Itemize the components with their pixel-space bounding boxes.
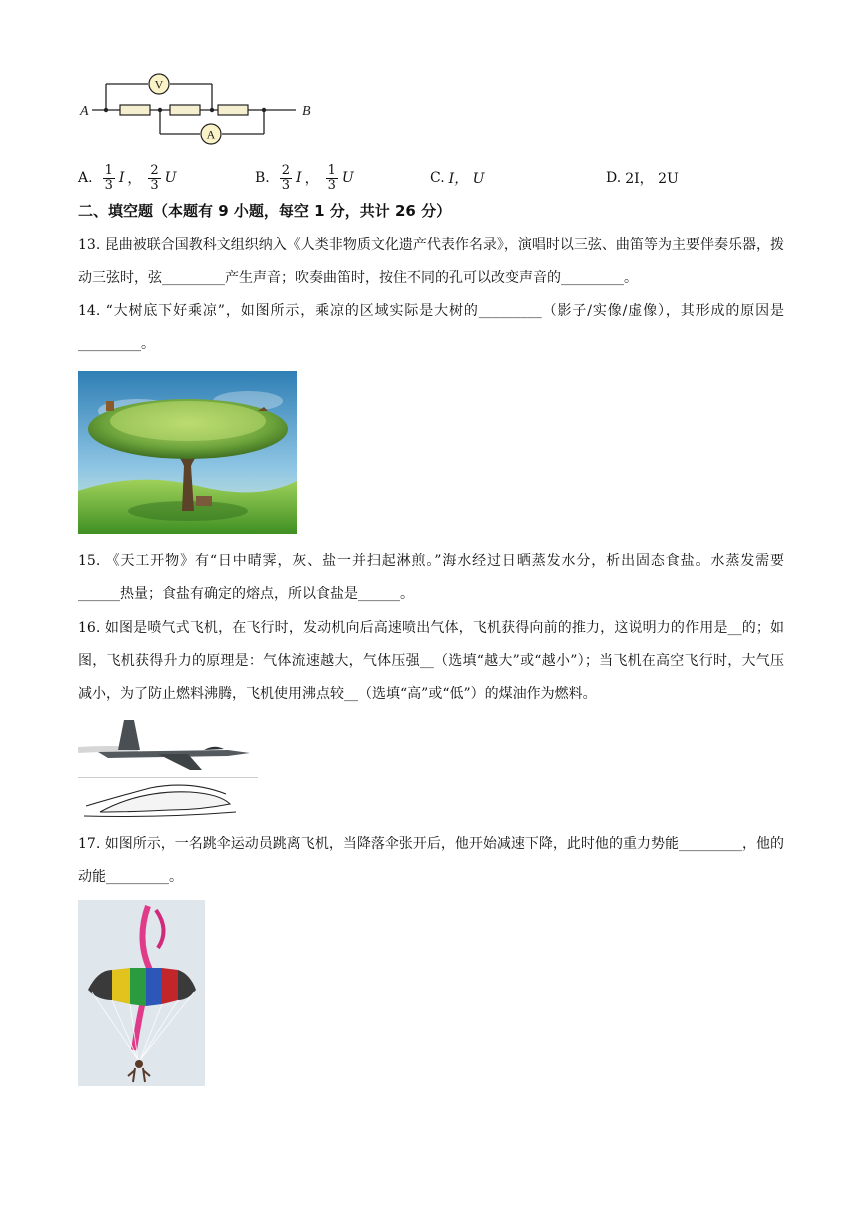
- option-text: I， U: [448, 171, 485, 187]
- fraction: [326, 164, 338, 193]
- numerator: 1: [104, 162, 113, 178]
- voltmeter-icon: [149, 74, 169, 94]
- symbol-current: I: [118, 170, 125, 186]
- fraction: [103, 164, 115, 193]
- terminal-a-label: A: [80, 104, 89, 119]
- fraction: [280, 164, 292, 193]
- symbol-voltage: U: [164, 170, 177, 186]
- option-d: [606, 158, 679, 198]
- denominator: 3: [281, 177, 291, 193]
- option-b: [255, 158, 354, 198]
- denominator: 3: [150, 177, 159, 193]
- option-letter: C.: [430, 170, 445, 186]
- ammeter-icon: [201, 124, 221, 144]
- resistor: [120, 105, 248, 115]
- circuit-diagram: [78, 68, 318, 150]
- wing-airflow-diagram: [80, 782, 240, 820]
- terminal-b-label: B: [302, 104, 311, 119]
- separator: ，: [127, 171, 142, 187]
- question-13: 13. 昆曲被联合国教科文组织纳入《人类非物质文化遗产代表作名录》，演唱时以三弦、曲笛等为主要伴奏乐器，拨动三弦时，弦_________产生声音；吹奏曲笛时，按住不同的孔可以改变声音的_________。: [78, 237, 784, 286]
- separator: ，: [304, 171, 319, 187]
- section-heading: 二、填空题（本题有 9 小题，每空 1 分，共计 26 分）: [78, 202, 452, 220]
- fraction: [148, 164, 160, 193]
- option-a: [78, 158, 176, 198]
- option-letter: D.: [606, 170, 622, 186]
- svg-text:V: V: [154, 77, 164, 92]
- tree-image: [78, 371, 297, 534]
- denominator: 3: [327, 177, 336, 193]
- question-14: 14. “大树底下好乘凉”，如图所示，乘凉的区域实际是大树的_________（影子/实像/虚像），其形成的原因是_________。: [78, 303, 784, 352]
- denominator: 3: [104, 177, 113, 193]
- option-c: [430, 158, 484, 198]
- svg-text:A: A: [206, 127, 216, 142]
- question-15: 15. 《天工开物》有“日中晴霁，灰、盐一并扫起淋煎。”海水经过日晒蒸发水分，析出固态食盐。水蒸发需要______热量；食盐有确定的熔点，所以食盐是______。: [78, 553, 784, 602]
- numerator: 1: [327, 162, 336, 178]
- question-17: 17. 如图所示，一名跳伞运动员跳离飞机，当降落伞张开后，他开始减速下降，此时他的重力势能_________，他的动能_________。: [78, 836, 784, 885]
- option-letter: B.: [255, 170, 270, 186]
- parachutist-image: [78, 900, 205, 1086]
- numerator: 2: [281, 162, 291, 178]
- question-16: 16. 如图是喷气式飞机，在飞行时，发动机向后高速喷出气体，飞机获得向前的推力，这说明力的作用是__的；如图，飞机获得升力的原理是：气体流速越大，气体压强__（选填“越大”或“越小”）；当飞机在高空飞行时，大气压减小，为了防止燃料沸腾，飞机使用沸点较__（选填“高”或“低”）的煤油作为燃料。: [78, 620, 784, 702]
- option-text: 2I， 2U: [625, 171, 679, 187]
- symbol-current: I: [296, 170, 302, 186]
- symbol-voltage: U: [341, 170, 354, 186]
- option-letter: A.: [78, 170, 93, 186]
- jet-aircraft-image: [78, 714, 258, 778]
- numerator: 2: [150, 162, 159, 178]
